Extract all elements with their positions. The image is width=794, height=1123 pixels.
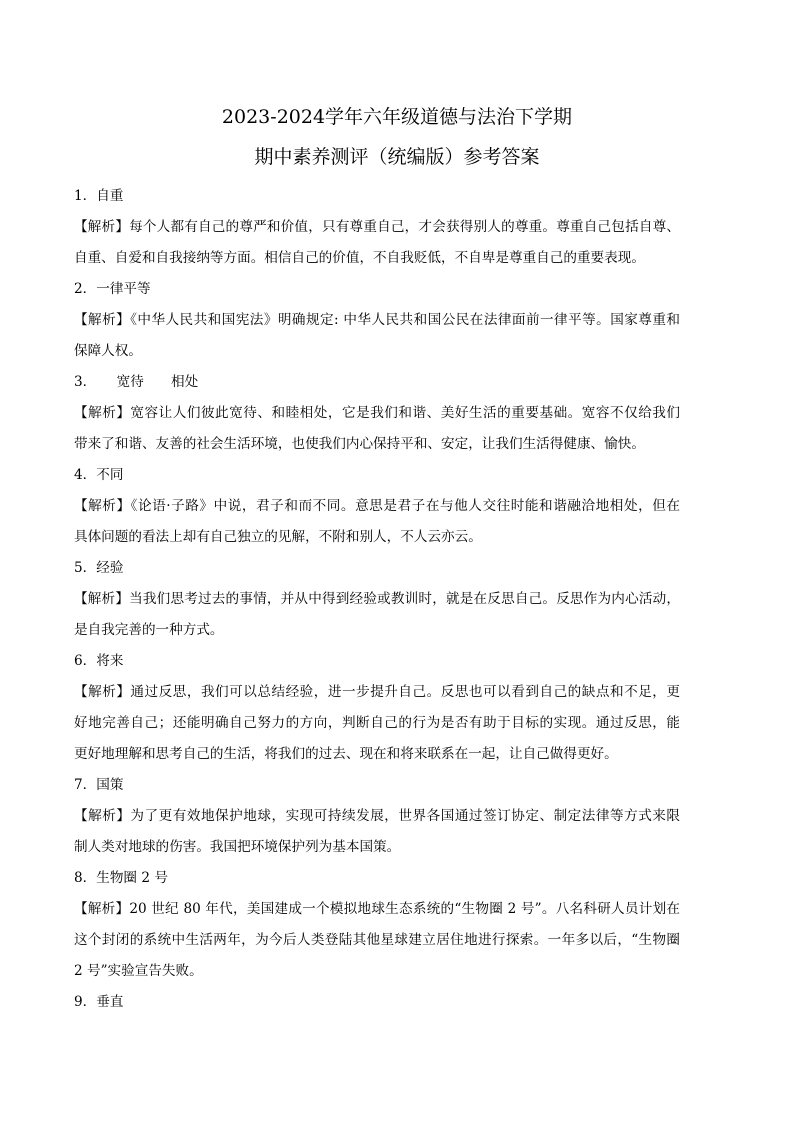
answer-item: 8．生物圈 2 号 (74, 870, 168, 886)
answer-content (74, 181, 680, 1018)
analysis-paragraph: 【解析】每个人都有自己的尊严和价值，只有尊重自己，才会获得别人的尊重。尊重自己包括自尊、 (74, 219, 680, 235)
text-line: 自重、自爱和自我接纳等方面。相信自己的价值，不自我贬低，不自卑是尊重自己的重要表现。 (74, 250, 645, 266)
text-line: 这个封闭的系统中生活两年，为今后人类登陆其他星球建立居住地进行探索。一年多以后，“生物圈 (74, 932, 680, 948)
text-line: 具体问题的看法上却有自己独立的见解，不附和别人，不人云亦云。 (74, 529, 482, 545)
analysis-paragraph: 【解析】当我们思考过去的事情，并从中得到经验或教训时，就是在反思自己。反思作为内心活动， (74, 591, 680, 607)
text-line: 2 号”实验宣告失败。 (74, 963, 203, 979)
answer-item: 7．国策 (74, 777, 124, 793)
answer-item: 1．自重 (74, 188, 124, 204)
answer-item: 6．将来 (74, 653, 124, 669)
text-line: 是自我完善的一种方式。 (74, 622, 224, 638)
analysis-paragraph: 【解析】为了更有效地保护地球，实现可持续发展，世界各国通过签订协定、制定法律等方式来限 (74, 808, 680, 824)
answer-item: 5．经验 (74, 560, 124, 576)
text-line: 更好地理解和思考自己的生活，将我们的过去、现在和将来联系在一起，让自己做得更好。 (74, 746, 618, 762)
text-line: 制人类对地球的伤害。我国把环境保护列为基本国策。 (74, 839, 401, 855)
analysis-paragraph: 【解析】宽容让人们彼此宽待、和睦相处，它是我们和谐、美好生活的重要基础。宽容不仅给我们 (74, 405, 680, 421)
analysis-paragraph: 【解析】20 世纪 80 年代，美国建成一个模拟地球生态系统的“生物圈 2 号”。八名科研人员计划在 (74, 901, 680, 917)
answer-item: 9．垂直 (74, 994, 124, 1010)
document-title: 2023-2024学年六年级道德与法治下学期 (221, 106, 573, 128)
analysis-paragraph: 【解析】通过反思，我们可以总结经验，进一步提升自己。反思也可以看到自己的缺点和不足，更 (74, 684, 680, 700)
text-line: 带来了和谐、友善的社会生活环境，也使我们内心保持平和、安定，让我们生活得健康、愉快。 (74, 436, 645, 452)
analysis-paragraph: 【解析】《论语·子路》中说，君子和而不同。意思是君子在与他人交往时能和谐融洽地相处，但在 (74, 498, 680, 514)
answer-item: 3． 宽待 相处 (74, 374, 199, 390)
answer-item: 4．不同 (74, 467, 124, 483)
answer-item: 2．一律平等 (74, 281, 151, 297)
document-subtitle: 期中素养测评（统编版）参考答案 (254, 146, 540, 168)
analysis-paragraph: 【解析】《中华人民共和国宪法》明确规定: 中华人民共和国公民在法律面前一律平等。国家尊重和 (74, 312, 680, 328)
text-line: 好地完善自己；还能明确自己努力的方向，判断自己的行为是否有助于目标的实现。通过反思，能 (74, 715, 680, 731)
text-line: 保障人权。 (74, 343, 142, 359)
